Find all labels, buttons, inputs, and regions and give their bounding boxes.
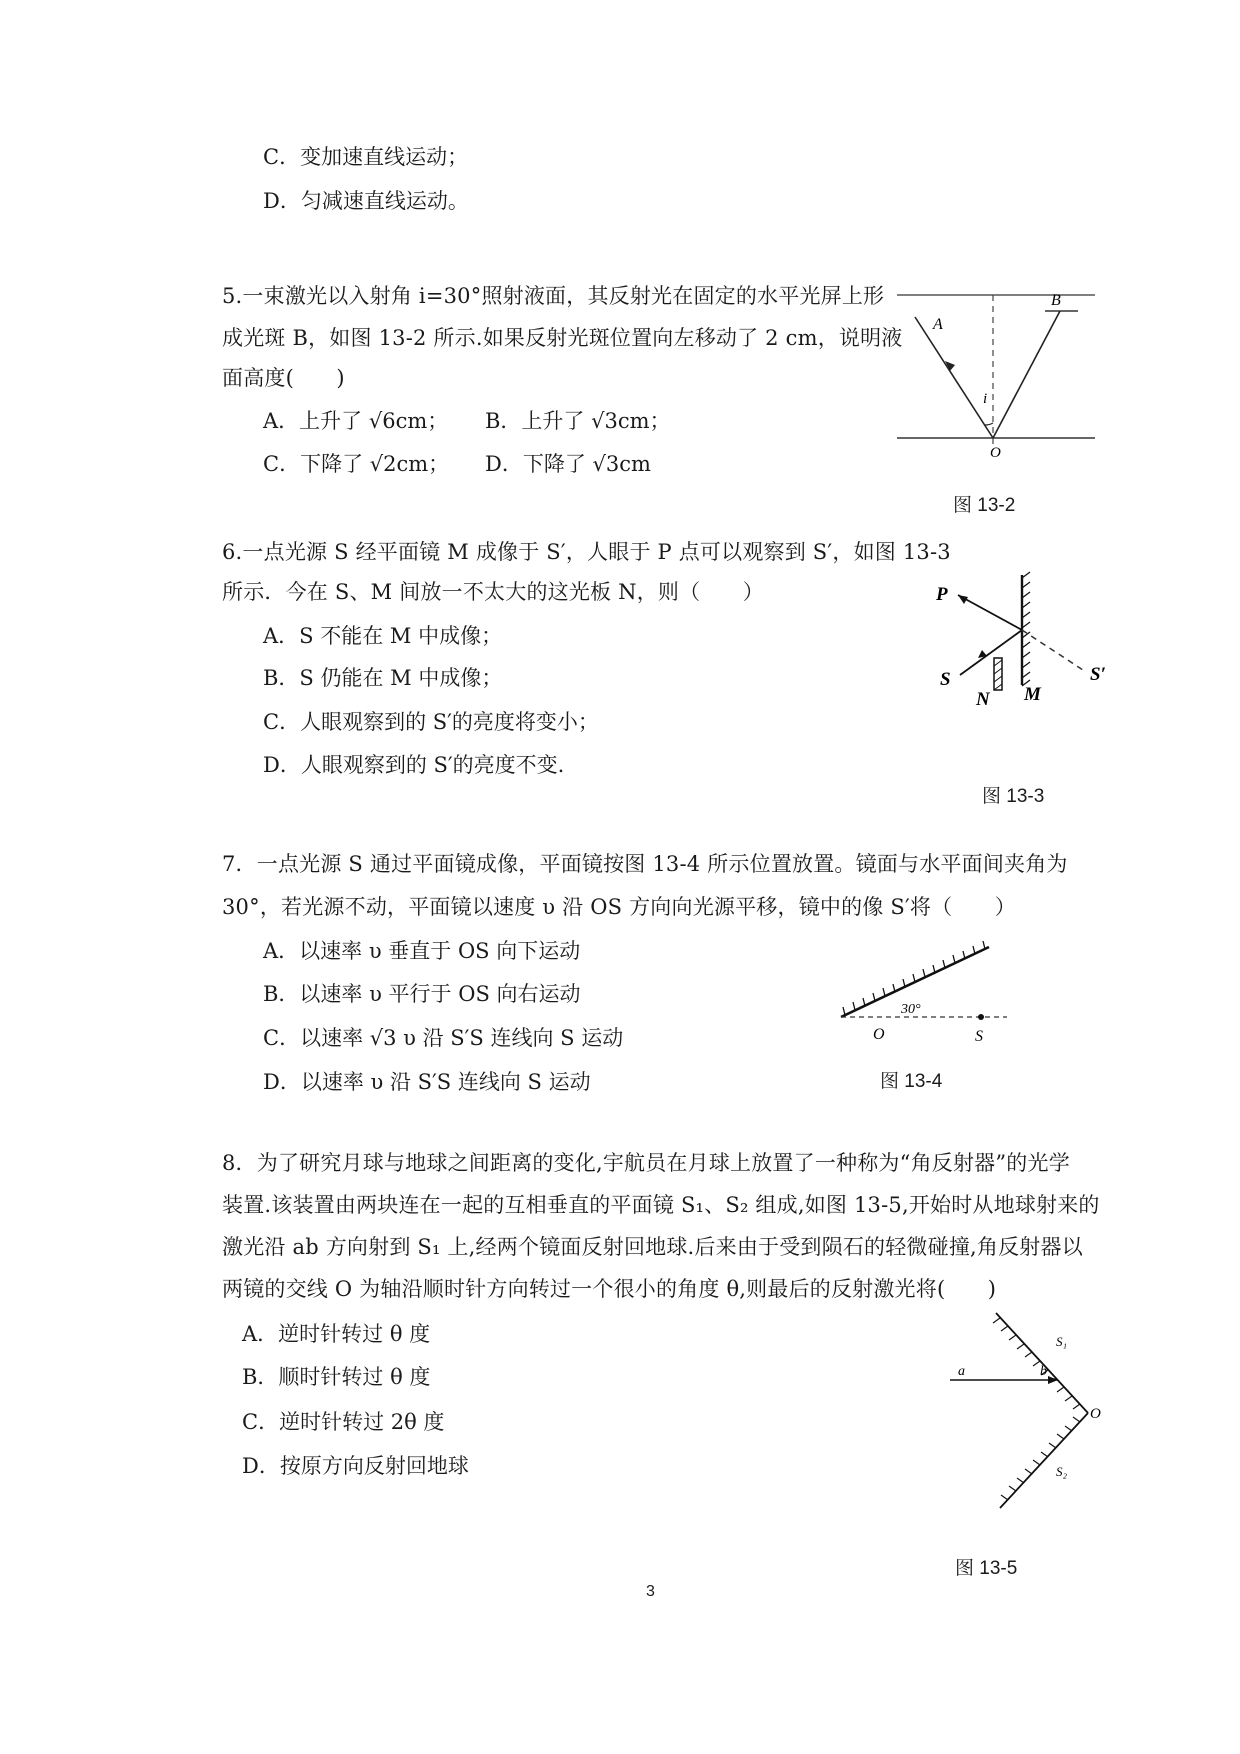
q8-stem-line3: 激光沿 ab 方向射到 S₁ 上,经两个镜面反射回地球.后来由于受到陨石的轻微碰撞,角反射器以 [222, 1235, 1083, 1259]
q6-option-b: B．S 仍能在 M 中成像； [263, 666, 503, 690]
q6-option-a: A．S 不能在 M 中成像； [263, 624, 503, 648]
q7-option-c: C．以速率 √3 υ 沿 S′S 连线向 S 运动 [263, 1026, 624, 1050]
q8-option-c: C．逆时针转过 2θ 度 [242, 1410, 445, 1434]
q7-option-b: B．以速率 υ 平行于 OS 向右运动 [263, 982, 581, 1006]
q7-stem-line1: 7．一点光源 S 通过平面镜成像，平面镜按图 13-4 所示位置放置。镜面与水平面间夹角为 [222, 852, 1068, 876]
fig-13-4-label-o: O [873, 1026, 885, 1043]
fig-13-5-label-b: b [1040, 1364, 1047, 1379]
fig-13-5-label-s2: S₂ [1056, 1464, 1068, 1479]
fig-13-3-label-n: N [976, 689, 990, 710]
figure-13-4-diagram [835, 945, 1015, 1045]
figure-13-2-diagram [895, 285, 1100, 475]
q6-stem-line2: 所示．今在 S、M 间放一不太大的这光板 N，则（ ） [222, 580, 764, 604]
figure-13-5-caption: 图 13-5 [955, 1558, 1018, 1579]
fig-13-5-label-s1: S₁ [1056, 1334, 1068, 1349]
page-number: 3 [646, 1583, 655, 1600]
figure-13-2-caption: 图 13-2 [953, 495, 1016, 516]
q6-option-d: D．人眼观察到的 S′的亮度不变. [263, 753, 565, 777]
fig-13-4-label-s: S [975, 1028, 983, 1045]
q5-stem-line2: 成光斑 B，如图 13-2 所示.如果反射光斑位置向左移动了 2 cm，说明液 [222, 326, 903, 350]
fig-13-3-label-p: P [936, 584, 948, 605]
q5-option-d: D．下降了 √3cm [485, 452, 651, 476]
q7-option-d: D．以速率 υ 沿 S′S 连线向 S 运动 [263, 1070, 591, 1094]
q4-option-c: C．变加速直线运动； [263, 145, 469, 169]
q8-option-d: D．按原方向反射回地球 [242, 1454, 469, 1478]
fig-13-5-label-a: a [958, 1364, 965, 1379]
q8-stem-line1: 8．为了研究月球与地球之间距离的变化,宇航员在月球上放置了一种称为“角反射器”的光学 [222, 1151, 1070, 1175]
fig-13-2-label-i: i [983, 391, 988, 407]
figure-13-3-caption: 图 13-3 [982, 786, 1045, 807]
q8-stem-line2: 装置.该装置由两块连在一起的互相垂直的平面镜 S₁、S₂ 组成,如图 13-5,开始时从地球射来的 [222, 1193, 1100, 1217]
fig-13-5-label-o: O [1090, 1406, 1101, 1422]
figure-13-3-diagram [930, 570, 1130, 710]
q5-option-a: A．上升了 √6cm； [263, 409, 449, 433]
q8-option-b: B．顺时针转过 θ 度 [242, 1365, 431, 1389]
q8-option-a: A．逆时针转过 θ 度 [242, 1322, 431, 1346]
q5-stem-line1: 5.一束激光以入射角 i=30°照射液面，其反射光在固定的水平光屏上形 [222, 284, 885, 308]
q5-option-b: B．上升了 √3cm； [485, 409, 671, 433]
fig-13-2-label-b: B [1051, 292, 1061, 309]
q5-option-c: C．下降了 √2cm； [263, 452, 450, 476]
q4-option-d: D．匀减速直线运动。 [263, 189, 469, 213]
fig-13-3-label-s-prime: S′ [1090, 664, 1106, 685]
q5-stem-line3: 面高度( ) [222, 366, 345, 390]
figure-13-5-diagram [940, 1308, 1120, 1518]
q6-stem-line1: 6.一点光源 S 经平面镜 M 成像于 S′，人眼于 P 点可以观察到 S′，如图 13-3 [222, 540, 951, 564]
q7-stem-line2: 30°，若光源不动，平面镜以速度 υ 沿 OS 方向向光源平移，镜中的像 S′将（ ） [222, 895, 1016, 919]
fig-13-4-label-angle: 30° [901, 1002, 921, 1017]
figure-13-4-caption: 图 13-4 [880, 1071, 943, 1092]
fig-13-2-label-o: O [990, 445, 1001, 461]
q7-option-a: A．以速率 υ 垂直于 OS 向下运动 [263, 939, 581, 963]
fig-13-3-label-m: M [1024, 684, 1041, 705]
q8-stem-line4: 两镜的交线 O 为轴沿顺时针方向转过一个很小的角度 θ,则最后的反射激光将( ) [222, 1277, 997, 1301]
fig-13-2-label-a: A [933, 316, 943, 333]
fig-13-3-label-s: S [940, 669, 951, 690]
q6-option-c: C．人眼观察到的 S′的亮度将变小； [263, 710, 599, 734]
